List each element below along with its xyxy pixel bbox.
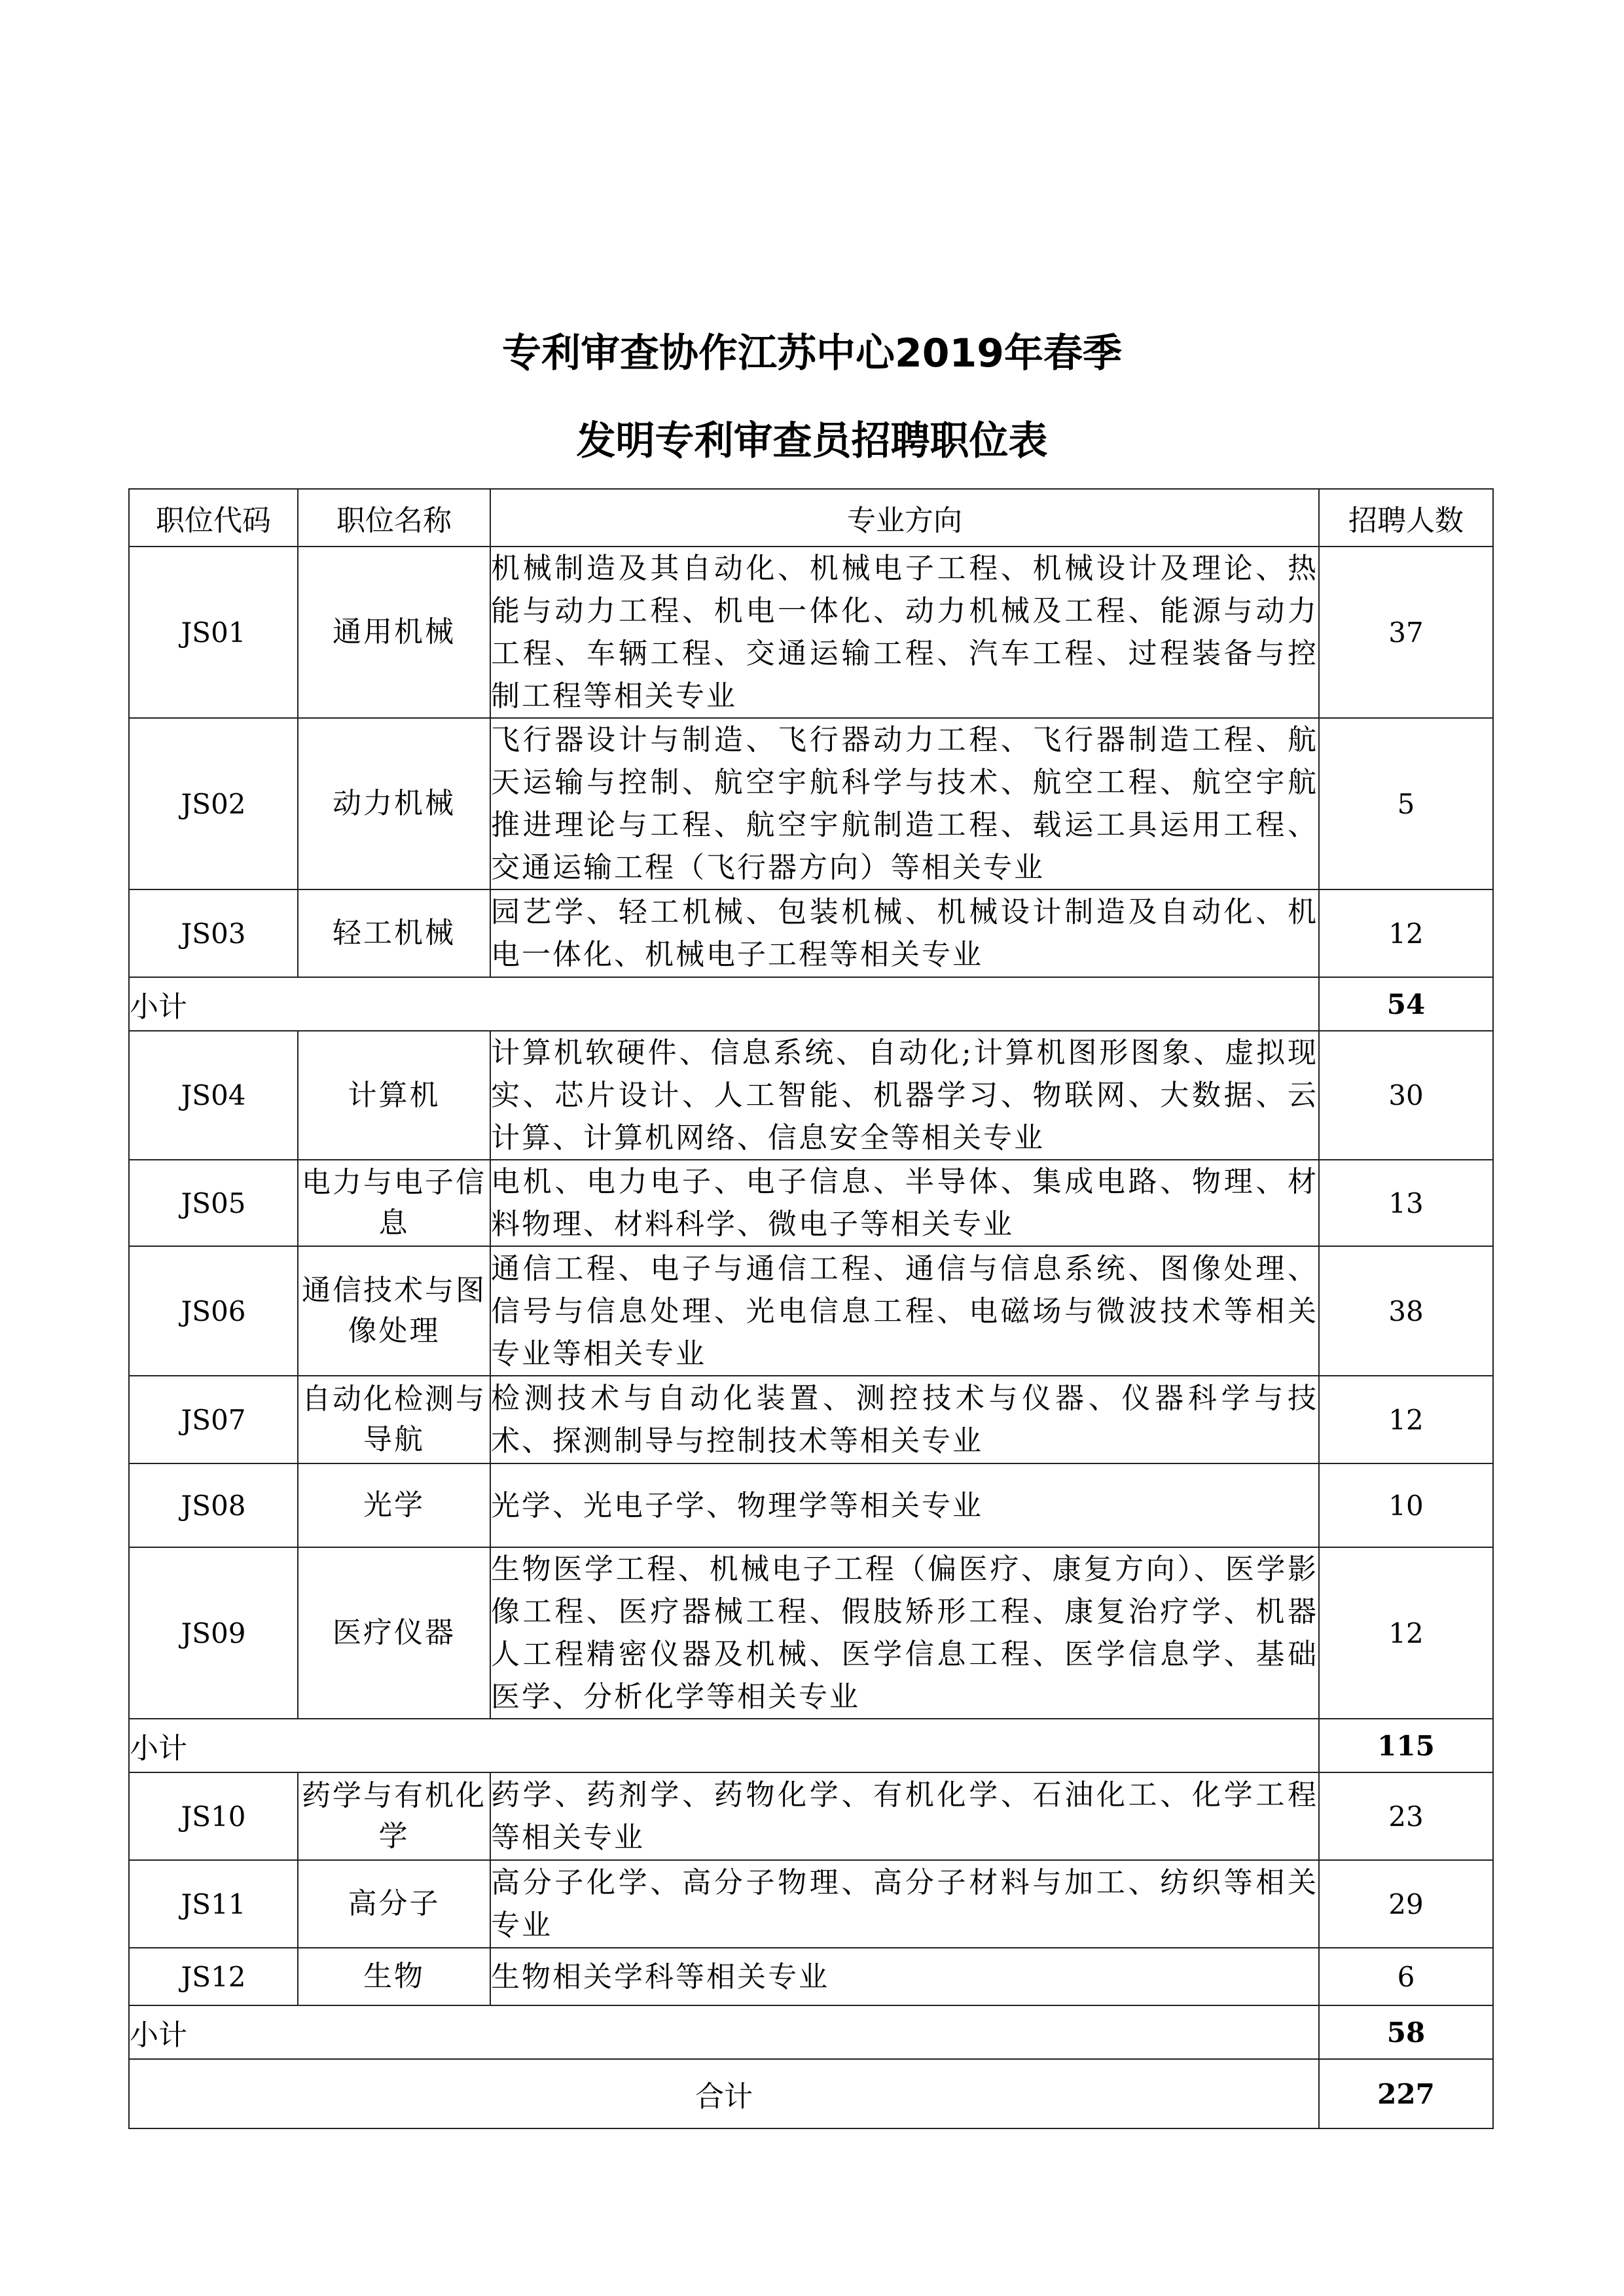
position-code: JS10 [129,1772,298,1860]
position-name: 高分子 [298,1860,490,1948]
subtotal-row [129,977,1493,1031]
position-name: 通信技术与图像处理 [298,1246,490,1376]
position-code: JS06 [129,1246,298,1376]
subtotal-row [129,1719,1493,1772]
position-major: 园艺学、轻工机械、包装机械、机械设计制造及自动化、机电一体化、机械电子工程等相关专业 [490,889,1319,977]
table-row [129,547,1493,718]
position-name: 自动化检测与导航 [298,1376,490,1463]
position-count: 30 [1319,1031,1493,1160]
position-name: 生物 [298,1948,490,2005]
position-code: JS05 [129,1160,298,1246]
position-count: 12 [1319,1376,1493,1463]
table-row [129,1160,1493,1246]
subtotal-label: 小计 [129,977,1319,1031]
position-name: 药学与有机化学 [298,1772,490,1860]
total-label: 合计 [129,2059,1319,2128]
header-major: 专业方向 [490,489,1319,547]
position-name: 轻工机械 [298,889,490,977]
position-count: 5 [1319,718,1493,889]
position-count: 12 [1319,1547,1493,1719]
header-count: 招聘人数 [1319,489,1493,547]
position-major: 高分子化学、高分子物理、高分子材料与加工、纺织等相关专业 [490,1860,1319,1948]
position-count: 38 [1319,1246,1493,1376]
subtotal-value: 54 [1319,977,1493,1031]
table-row [129,1772,1493,1860]
position-count: 23 [1319,1772,1493,1860]
position-major: 生物相关学科等相关专业 [490,1948,1319,2005]
position-major: 生物医学工程、机械电子工程（偏医疗、康复方向）、医学影像工程、医疗器械工程、假肢矫形工程、康复治疗学、机器人工程精密仪器及机械、医学信息工程、医学信息学、基础医学、分析化学等相关专业 [490,1547,1319,1719]
position-code: JS01 [129,547,298,718]
page-title-line-2: 发明专利审查员招聘职位表 [576,418,1048,464]
position-count: 6 [1319,1948,1493,2005]
table-row [129,889,1493,977]
position-major: 光学、光电子学、物理学等相关专业 [490,1463,1319,1547]
position-major: 药学、药剂学、药物化学、有机化学、石油化工、化学工程等相关专业 [490,1772,1319,1860]
table-row [129,1463,1493,1547]
table-row [129,1376,1493,1463]
header-code: 职位代码 [129,489,298,547]
subtotal-row [129,2005,1493,2059]
table-header-row [129,489,1493,547]
total-value: 227 [1319,2059,1493,2128]
table-row [129,1246,1493,1376]
table-row [129,718,1493,889]
position-name: 通用机械 [298,547,490,718]
position-code: JS12 [129,1948,298,2005]
total-row [129,2059,1493,2128]
position-name: 计算机 [298,1031,490,1160]
position-count: 13 [1319,1160,1493,1246]
table-row [129,1948,1493,2005]
position-code: JS07 [129,1376,298,1463]
position-major: 通信工程、电子与通信工程、通信与信息系统、图像处理、信号与信息处理、光电信息工程、电磁场与微波技术等相关专业等相关专业 [490,1246,1319,1376]
position-code: JS09 [129,1547,298,1719]
position-code: JS04 [129,1031,298,1160]
subtotal-value: 58 [1319,2005,1493,2059]
position-name: 电力与电子信息 [298,1160,490,1246]
position-name: 动力机械 [298,718,490,889]
position-count: 29 [1319,1860,1493,1948]
position-major: 机械制造及其自动化、机械电子工程、机械设计及理论、热能与动力工程、机电一体化、动力机械及工程、能源与动力工程、车辆工程、交通运输工程、汽车工程、过程装备与控制工程等相关专业 [490,547,1319,718]
positions-table [128,488,1494,2129]
position-major: 检测技术与自动化装置、测控技术与仪器、仪器科学与技术、探测制导与控制技术等相关专业 [490,1376,1319,1463]
position-major: 飞行器设计与制造、飞行器动力工程、飞行器制造工程、航天运输与控制、航空宇航科学与技术、航空工程、航空宇航推进理论与工程、航空宇航制造工程、载运工具运用工程、交通运输工程（飞行器方向）等相关专业 [490,718,1319,889]
position-major: 电机、电力电子、电子信息、半导体、集成电路、物理、材料物理、材料科学、微电子等相关专业 [490,1160,1319,1246]
position-name: 医疗仪器 [298,1547,490,1719]
position-major: 计算机软硬件、信息系统、自动化;计算机图形图象、虚拟现实、芯片设计、人工智能、机器学习、物联网、大数据、云计算、计算机网络、信息安全等相关专业 [490,1031,1319,1160]
position-count: 12 [1319,889,1493,977]
position-code: JS08 [129,1463,298,1547]
page-title-line-1: 专利审查协作江苏中心2019年春季 [502,331,1122,376]
subtotal-label: 小计 [129,1719,1319,1772]
table-row [129,1860,1493,1948]
table-row [129,1547,1493,1719]
table-row [129,1031,1493,1160]
header-name: 职位名称 [298,489,490,547]
position-code: JS02 [129,718,298,889]
subtotal-value: 115 [1319,1719,1493,1772]
position-count: 37 [1319,547,1493,718]
position-count: 10 [1319,1463,1493,1547]
subtotal-label: 小计 [129,2005,1319,2059]
position-code: JS03 [129,889,298,977]
position-code: JS11 [129,1860,298,1948]
position-name: 光学 [298,1463,490,1547]
